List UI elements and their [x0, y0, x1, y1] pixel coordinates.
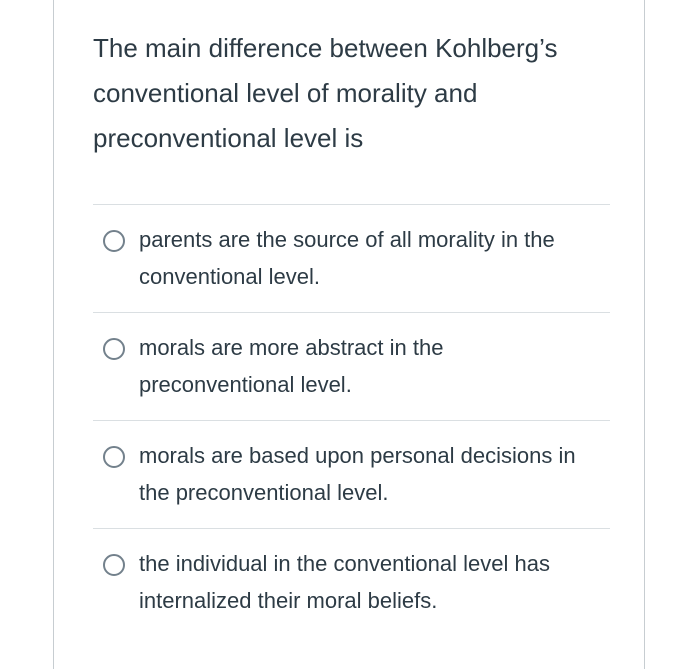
radio-button[interactable] [103, 446, 125, 468]
answer-label[interactable]: morals are more abstract in the preconventional level. [139, 335, 444, 397]
answer-option[interactable] [93, 312, 610, 420]
answer-list [93, 204, 610, 636]
answer-label[interactable]: parents are the source of all morality in the conventional level. [139, 227, 555, 289]
question-text: The main difference between Kohlberg’s conventional level of morality and preconventional level is [93, 33, 558, 153]
radio-button[interactable] [103, 554, 125, 576]
radio-button[interactable] [103, 230, 125, 252]
answer-label[interactable]: morals are based upon personal decisions in the preconventional level. [139, 443, 576, 505]
answer-label[interactable]: the individual in the conventional level has internalized their moral beliefs. [139, 551, 550, 613]
quiz-question-card [53, 0, 645, 669]
answer-option[interactable] [93, 528, 610, 636]
answer-option[interactable] [93, 204, 610, 312]
radio-button[interactable] [103, 338, 125, 360]
answer-option[interactable] [93, 420, 610, 528]
